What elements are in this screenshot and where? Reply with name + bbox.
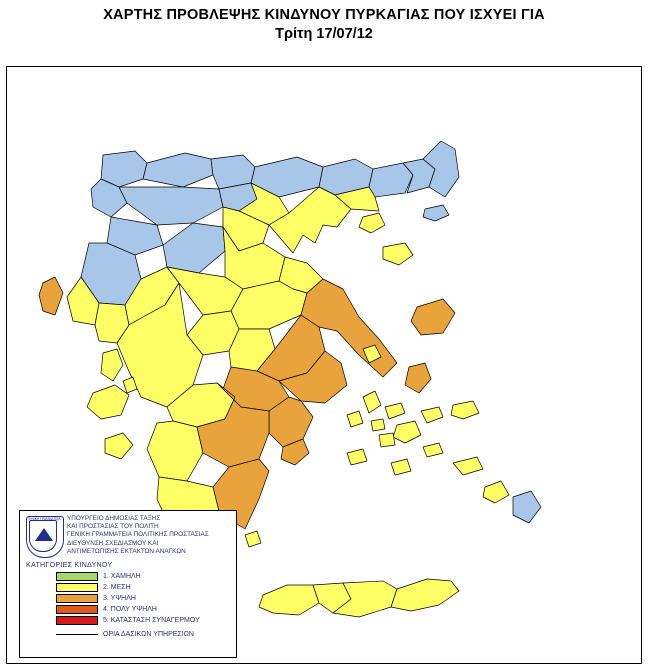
legend-label-low: 1. ΧΑΜΗΛΗ — [103, 573, 141, 580]
title-line-2: Τρίτη 17/07/12 — [275, 26, 373, 42]
title-line-1: ΧΑΡΤΗΣ ΠΡΟΒΛΕΨΗΣ ΚΙΝΔΥΝΟΥ ΠΥΡΚΑΓΙΑΣ ΠΟΥ ΙΣΧΥΕΙ ΓΙΑ — [103, 7, 545, 23]
region-chios[interactable] — [405, 363, 431, 393]
legend-label-boundary: ΟΡΙΑ ΔΑΣΙΚΩΝ ΥΠΗΡΕΣΙΩΝ — [103, 630, 194, 638]
region-lasithi[interactable] — [391, 579, 459, 611]
region-florina[interactable] — [101, 151, 147, 187]
region-kozani[interactable] — [119, 187, 223, 225]
legend-row-very-high — [56, 604, 236, 615]
region-ikaria[interactable] — [421, 407, 443, 423]
region-lesvos[interactable] — [411, 299, 455, 335]
region-kos-kalymnos[interactable] — [453, 457, 483, 475]
region-kythira[interactable] — [245, 531, 261, 547]
region-kefallinia[interactable] — [87, 385, 129, 419]
legend-row-high — [56, 593, 236, 604]
map-frame — [6, 66, 642, 664]
region-kerkyra[interactable] — [39, 277, 63, 315]
agency-line-4: ΔΙΕΥΘΥΝΣΗ ΣΧΕΔΙΑΣΜΟΥ ΚΑΙ — [67, 539, 159, 547]
logo-caption: ΓΕΝΙΚΗ ΓΡΑΜΜΑΤΕΙΑ — [27, 517, 61, 521]
region-paros[interactable] — [379, 433, 395, 447]
legend-swatch-medium — [56, 583, 98, 592]
region-ios-santorini[interactable] — [391, 459, 411, 475]
legend-row-medium — [56, 582, 236, 593]
region-trikala[interactable] — [163, 223, 225, 273]
region-andros[interactable] — [363, 391, 381, 413]
legend-row-low — [56, 571, 236, 582]
legend-swatch-low — [56, 572, 98, 581]
region-ilia[interactable] — [147, 421, 203, 481]
region-kea-kythnos[interactable] — [347, 411, 363, 427]
legend-categories-title: ΚΑΤΗΓΟΡΙΕΣ ΚΙΝΔΥΝΟΥ — [26, 560, 113, 569]
legend-swatch-alert — [56, 616, 98, 625]
region-chania[interactable] — [259, 585, 319, 615]
agency-line-2: ΚΑΙ ΠΡΟΣΤΑΣΙΑΣ ΤΟΥ ΠΟΛΙΤΗ — [67, 523, 159, 531]
region-samos[interactable] — [451, 401, 479, 419]
region-milos-serifos[interactable] — [347, 449, 367, 465]
region-rodos[interactable] — [513, 491, 541, 523]
legend-row-boundary — [56, 628, 236, 640]
legend-row-alert — [56, 615, 236, 626]
region-naxos[interactable] — [393, 421, 421, 443]
region-syros[interactable] — [371, 419, 385, 431]
region-karpathos[interactable] — [483, 481, 509, 503]
region-amorgos[interactable] — [423, 443, 443, 457]
region-pella[interactable] — [143, 153, 213, 187]
page-title — [0, 6, 648, 44]
region-thasos[interactable] — [359, 213, 385, 233]
legend-swatch-very-high — [56, 605, 98, 614]
legend-header — [20, 511, 236, 557]
legend-label-alert: 5. ΚΑΤΑΣΤΑΣΗ ΣΥΝΑΓΕΡΜΟΥ — [103, 617, 200, 624]
legend-label-high: 3. ΥΨΗΛΗ — [103, 595, 136, 602]
region-zakynthos[interactable] — [105, 433, 133, 459]
region-xanthi[interactable] — [369, 163, 413, 197]
legend-agency-text — [64, 515, 232, 556]
legend-boundary-line — [56, 634, 98, 635]
agency-line-5: ΑΝΤΙΜΕΤΩΠΙΣΗΣ ΕΚΤΑΚΤΩΝ ΑΝΑΓΚΩΝ — [67, 547, 186, 555]
legend-label-very-high: 4. ΠΟΛΥ ΥΨΗΛΗ — [103, 606, 157, 613]
legend-label-medium: 2. ΜΕΣΗ — [103, 584, 131, 591]
agency-line-3: ΓΕΝΙΚΗ ΓΡΑΜΜΑΤΕΙΑ ΠΟΛΙΤΙΚΗΣ ΠΡΟΣΤΑΣΙΑΣ — [67, 531, 209, 539]
region-samothraki[interactable] — [423, 205, 449, 221]
region-tinos-mykonos[interactable] — [385, 403, 405, 419]
agency-line-1: ΥΠΟΥΡΓΕΙΟ ΔΗΜΟΣΙΑΣ ΤΑΞΗΣ — [67, 515, 161, 522]
civil-protection-logo — [24, 515, 64, 557]
region-limnos[interactable] — [383, 243, 413, 265]
region-lefkada[interactable] — [101, 349, 123, 381]
legend-category-rows — [56, 571, 236, 640]
legend-swatch-high — [56, 594, 98, 603]
map-legend — [19, 510, 237, 658]
